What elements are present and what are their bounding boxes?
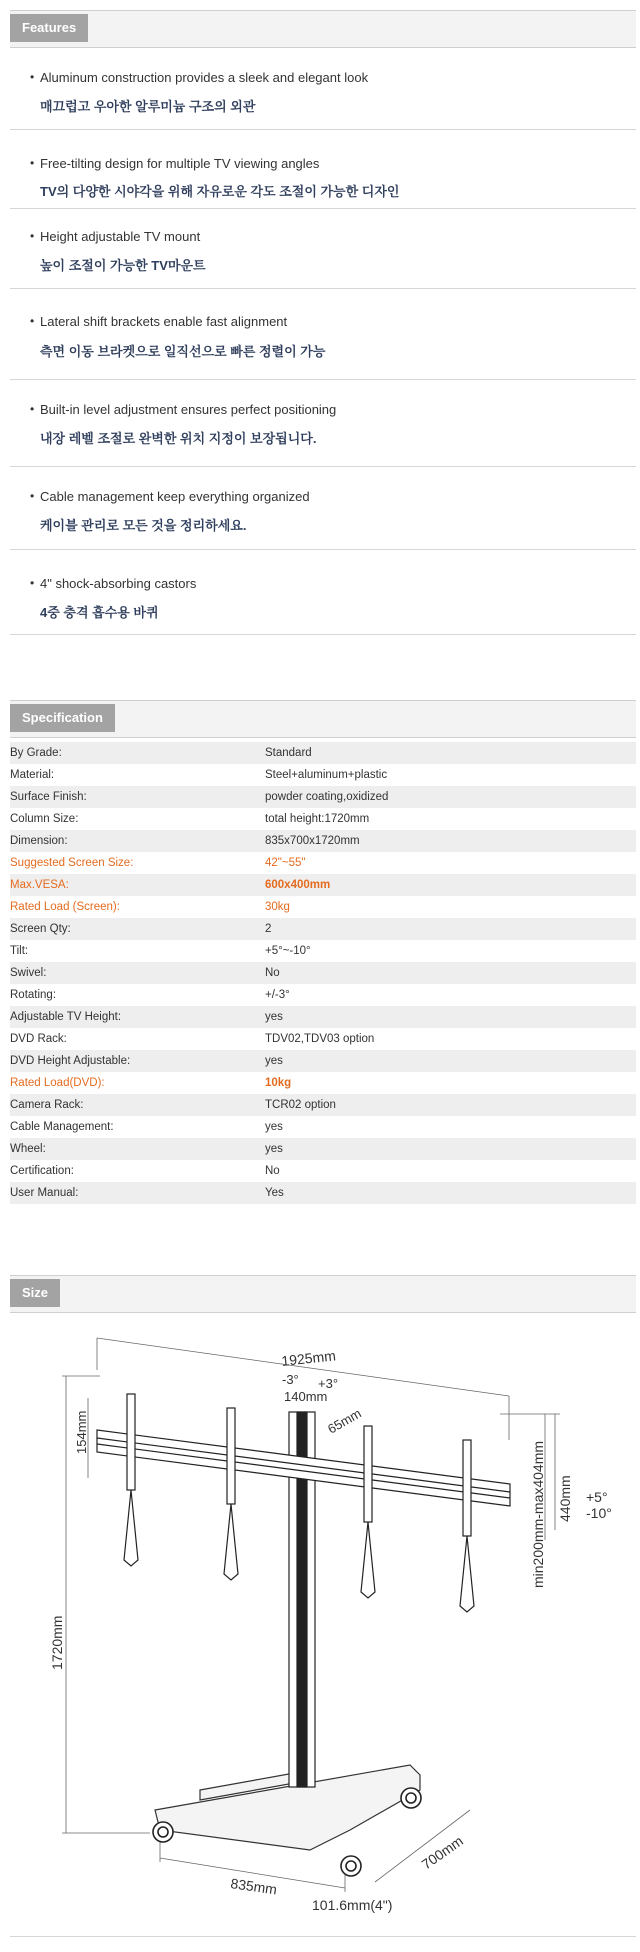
spec-value: Yes xyxy=(265,1182,636,1204)
feature-ko: 내장 레벨 조절로 완벽한 위치 지정이 보장됩니다. xyxy=(40,431,317,446)
spec-key: User Manual: xyxy=(10,1182,265,1204)
spec-value: TCR02 option xyxy=(265,1094,636,1116)
spec-key: Max.VESA: xyxy=(10,874,265,896)
spec-key: Tilt: xyxy=(10,945,29,957)
dim-bracket-top: 154mm xyxy=(74,1410,89,1454)
feature-ko: 케이블 관리로 모든 것을 정리하세요. xyxy=(40,518,247,533)
dim-base-depth: 700mm xyxy=(418,1832,466,1873)
spec-row xyxy=(10,1072,636,1094)
feature-ko: 높이 조절이 가능한 TV마운트 xyxy=(40,258,206,273)
spec-value: Steel+aluminum+plastic xyxy=(265,769,388,781)
features-header xyxy=(10,10,636,48)
spec-key: Certification: xyxy=(10,1165,74,1177)
spec-value: 42"~55" xyxy=(265,857,306,869)
spec-row xyxy=(10,918,636,940)
dim-base-width: 835mm xyxy=(229,1875,279,1898)
spec-row xyxy=(10,874,636,896)
spec-value: powder coating,oxidized xyxy=(265,786,636,808)
spec-row xyxy=(10,786,636,808)
spec-header xyxy=(10,700,636,738)
dim-width-total: 1925mm xyxy=(280,1347,337,1369)
feature-ko: 측면 이동 브라켓으로 일직선으로 빠른 정렬이 가능 xyxy=(40,344,326,359)
feature-en: Cable management keep everything organized xyxy=(40,489,310,504)
spec-value: No xyxy=(265,1165,280,1177)
spec-key: Rotating: xyxy=(10,989,57,1001)
dim-tilt-up: +5° xyxy=(586,1489,608,1505)
feature-item xyxy=(10,467,636,550)
spec-row xyxy=(10,742,636,764)
size-header xyxy=(10,1275,636,1313)
spec-row xyxy=(10,1050,636,1072)
spec-key: Material: xyxy=(10,769,55,781)
feature-item xyxy=(10,550,636,635)
spec-row xyxy=(10,830,636,852)
bullet-icon: • xyxy=(30,156,35,170)
stand-dimension-diagram xyxy=(40,1320,620,1925)
dim-total-height: 1720mm xyxy=(49,1615,65,1670)
size-tab: Size xyxy=(10,1279,60,1307)
spec-key: By Grade: xyxy=(10,742,265,764)
spec-value: No xyxy=(265,962,636,984)
spec-key: Swivel: xyxy=(10,962,265,984)
feature-item xyxy=(10,209,636,289)
spec-value: yes xyxy=(265,1006,636,1028)
spec-table xyxy=(10,742,636,1204)
spec-row xyxy=(10,896,636,918)
dim-vesa-range: min200mm-max404mm xyxy=(530,1440,546,1588)
bullet-icon: • xyxy=(30,576,35,590)
bottom-divider xyxy=(10,1936,636,1937)
bullet-icon: • xyxy=(30,402,35,416)
spec-key: Screen Qty: xyxy=(10,918,265,940)
spec-row xyxy=(10,1116,636,1138)
spec-value: yes xyxy=(265,1138,636,1160)
bullet-icon: • xyxy=(30,314,35,328)
spec-row xyxy=(10,1182,636,1204)
spec-value: Standard xyxy=(265,742,636,764)
feature-item xyxy=(10,130,636,209)
spec-value: 10kg xyxy=(265,1077,292,1089)
spec-value: yes xyxy=(265,1050,636,1072)
spec-key: Rated Load(DVD): xyxy=(10,1077,105,1089)
spec-key: Surface Finish: xyxy=(10,786,265,808)
spec-key: Column Size: xyxy=(10,813,79,825)
spec-row xyxy=(10,1094,636,1116)
dim-column-depth: 65mm xyxy=(325,1405,364,1437)
spec-value: total height:1720mm xyxy=(265,813,370,825)
dim-bracket-height: 440mm xyxy=(557,1475,573,1522)
bullet-icon: • xyxy=(30,229,35,243)
feature-list xyxy=(10,46,636,635)
spec-value: TDV02,TDV03 option xyxy=(265,1033,375,1045)
spec-key: Suggested Screen Size: xyxy=(10,857,134,869)
features-tab: Features xyxy=(10,14,88,42)
feature-item xyxy=(10,289,636,380)
feature-en: 4" shock-absorbing castors xyxy=(40,576,197,591)
spec-key: Wheel: xyxy=(10,1138,265,1160)
dim-column-width: 140mm xyxy=(284,1389,328,1404)
spec-key: DVD Rack: xyxy=(10,1033,67,1045)
spec-row xyxy=(10,984,636,1006)
spec-row xyxy=(10,1028,636,1050)
feature-en: Free-tilting design for multiple TV viewing angles xyxy=(40,156,320,171)
feature-ko: 4중 충격 흡수용 바퀴 xyxy=(40,605,159,620)
spec-row xyxy=(10,962,636,984)
dim-tilt-down: -10° xyxy=(586,1505,612,1521)
feature-item xyxy=(10,46,636,130)
spec-value: yes xyxy=(265,1121,283,1133)
dim-wheel: 101.6mm(4") xyxy=(312,1897,393,1913)
spec-key: Cable Management: xyxy=(10,1121,114,1133)
spec-key: DVD Height Adjustable: xyxy=(10,1050,265,1072)
spec-row xyxy=(10,808,636,830)
spec-key: Adjustable TV Height: xyxy=(10,1006,265,1028)
bullet-icon: • xyxy=(30,70,35,84)
spec-value: 2 xyxy=(265,918,636,940)
spec-value: +/-3° xyxy=(265,989,290,1001)
spec-key: Rated Load (Screen): xyxy=(10,901,120,913)
dim-rotate-plus: +3° xyxy=(318,1376,339,1391)
spec-row xyxy=(10,940,636,962)
feature-ko: TV의 다양한 시야각을 위해 자유로운 각도 조절이 가능한 디자인 xyxy=(40,184,400,199)
feature-en: Lateral shift brackets enable fast alignment xyxy=(40,314,288,329)
spec-row xyxy=(10,764,636,786)
spec-value: 600x400mm xyxy=(265,874,636,896)
spec-value: +5°~-10° xyxy=(265,945,311,957)
spec-row xyxy=(10,852,636,874)
bullet-icon: • xyxy=(30,489,35,503)
feature-item xyxy=(10,380,636,467)
spec-row xyxy=(10,1160,636,1182)
feature-ko: 매끄럽고 우아한 알루미늄 구조의 외관 xyxy=(40,99,256,114)
spec-row xyxy=(10,1138,636,1160)
feature-en: Aluminum construction provides a sleek and elegant look xyxy=(40,70,369,85)
feature-en: Built-in level adjustment ensures perfect positioning xyxy=(40,402,337,417)
spec-value: 835x700x1720mm xyxy=(265,830,636,852)
feature-en: Height adjustable TV mount xyxy=(40,229,201,244)
spec-key: Camera Rack: xyxy=(10,1094,265,1116)
spec-tab: Specification xyxy=(10,704,115,732)
spec-key: Dimension: xyxy=(10,830,265,852)
spec-row xyxy=(10,1006,636,1028)
dim-rotate-minus: -3° xyxy=(282,1372,299,1387)
spec-value: 30kg xyxy=(265,901,290,913)
